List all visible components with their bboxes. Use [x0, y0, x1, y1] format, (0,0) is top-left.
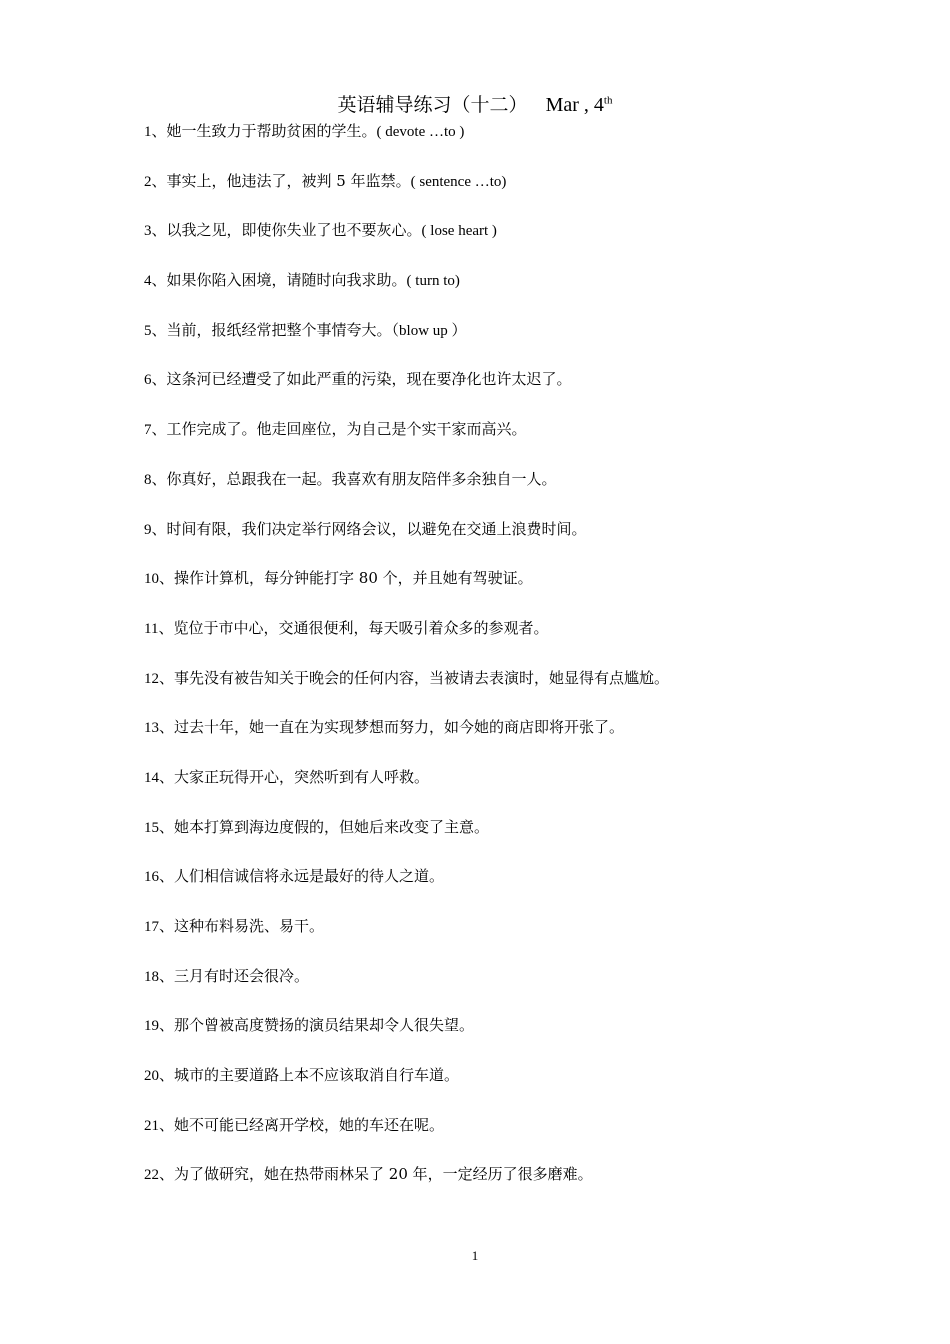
- exercise-item: [144, 1064, 904, 1114]
- exercise-text: 人们相信诚信将永远是最好的待人之道。: [174, 867, 445, 886]
- exercise-number: 13、: [144, 720, 175, 737]
- exercise-number: 20、: [144, 1068, 175, 1085]
- exercise-text: 事先没有被告知关于晚会的任何内容，当被请去表演时，她显得有点尴尬。: [174, 668, 670, 687]
- exercise-item: [144, 170, 904, 220]
- exercise-number: 1、: [144, 124, 167, 140]
- exercise-text: 那个曾被高度赞扬的演员结果却令人很失望。: [174, 1016, 475, 1035]
- exercise-number: 12、: [144, 670, 175, 687]
- exercise-text: 览位于市中心，交通很便利，每天吸引着众多的参观者。: [173, 618, 549, 637]
- exercise-item: [144, 219, 904, 269]
- exercise-item: [144, 418, 904, 468]
- exercise-list: [144, 120, 904, 1213]
- exercise-number: 11、: [144, 620, 174, 637]
- exercise-number: 7、: [144, 422, 167, 439]
- exercise-text: 这种布料易洗、易干。: [174, 917, 325, 935]
- exercise-item: [144, 865, 904, 915]
- exercise-number: 17、: [144, 919, 175, 935]
- exercise-number: 2、: [144, 173, 167, 190]
- exercise-text: 这条河已经遭受了如此严重的污染，现在要净化也许太迟了。: [166, 370, 572, 389]
- exercise-text: 她本打算到海边度假的，但她后来改变了主意。: [174, 817, 490, 836]
- exercise-number: 3、: [144, 223, 167, 240]
- exercise-number: 22、: [144, 1167, 175, 1184]
- exercise-item: [144, 667, 904, 717]
- exercise-hint: ( lose heart ): [421, 223, 497, 240]
- exercise-text: 为了做研究，她在热带雨林呆了 20 年，一定经历了很多磨难。: [174, 1165, 593, 1184]
- exercise-number: 8、: [144, 471, 167, 488]
- exercise-text: 以我之见，即使你失业了也不要灰心。: [166, 221, 422, 240]
- title-date-suffix: th: [603, 94, 613, 107]
- title-date: [546, 94, 613, 116]
- exercise-text: 你真好，总跟我在一起。我喜欢有朋友陪伴多余独自一人。: [166, 469, 557, 488]
- exercise-text: 时间有限，我们决定举行网络会议，以避免在交通上浪费时间。: [166, 519, 587, 538]
- exercise-item: [144, 1114, 904, 1164]
- exercise-text: 工作完成了。他走回座位，为自己是个实干家而高兴。: [166, 420, 527, 439]
- exercise-item: [144, 1163, 904, 1213]
- exercise-text: 如果你陷入困境，请随时向我求助。: [166, 271, 407, 290]
- exercise-number: 9、: [144, 521, 167, 538]
- title-date-main: Mar , 4: [545, 94, 604, 116]
- exercise-hint: ( turn to): [406, 273, 460, 290]
- exercise-item: [144, 518, 904, 568]
- exercise-item: [144, 368, 904, 418]
- exercise-number: 16、: [144, 869, 175, 886]
- exercise-number: 19、: [144, 1018, 175, 1035]
- exercise-item: [144, 319, 904, 369]
- page-number: 1: [471, 1248, 479, 1263]
- exercise-text: 操作计算机，每分钟能打字 80 个，并且她有驾驶证。: [174, 569, 533, 588]
- page-title: [0, 92, 950, 118]
- exercise-item: [144, 965, 904, 1015]
- exercise-number: 15、: [144, 819, 175, 836]
- exercise-text: 当前，报纸经常把整个事情夸大。: [166, 320, 392, 339]
- exercise-item: [144, 120, 904, 170]
- exercise-item: [144, 716, 904, 766]
- title-text: 英语辅导练习（十二）: [337, 94, 528, 116]
- exercise-hint: ( devote …to ): [376, 124, 465, 140]
- exercise-number: 6、: [144, 372, 167, 389]
- exercise-item: [144, 1014, 904, 1064]
- exercise-number: 4、: [144, 273, 167, 290]
- exercise-text: 事实上，他违法了，被判 5 年监禁。: [166, 171, 411, 190]
- exercise-hint: （blow up ）: [391, 322, 467, 339]
- exercise-item: [144, 915, 904, 965]
- exercise-text: 她一生致力于帮助贫困的学生。: [166, 122, 377, 140]
- exercise-number: 18、: [144, 968, 175, 985]
- exercise-item: [144, 567, 904, 617]
- exercise-item: [144, 468, 904, 518]
- exercise-number: 10、: [144, 571, 175, 588]
- exercise-text: 城市的主要道路上本不应该取消自行车道。: [174, 1066, 460, 1085]
- exercise-item: [144, 269, 904, 319]
- exercise-number: 5、: [144, 322, 167, 339]
- exercise-text: 大家正玩得开心，突然听到有人呼救。: [174, 767, 430, 786]
- exercise-text: 她不可能已经离开学校，她的车还在呢。: [174, 1115, 445, 1134]
- exercise-text: 过去十年，她一直在为实现梦想而努力，如今她的商店即将开张了。: [174, 718, 625, 737]
- exercise-number: 14、: [144, 769, 175, 786]
- exercise-text: 三月有时还会很冷。: [174, 966, 310, 985]
- exercise-item: [144, 816, 904, 866]
- exercise-hint: ( sentence …to): [410, 173, 507, 190]
- exercise-item: [144, 617, 904, 667]
- exercise-number: 21、: [144, 1117, 175, 1134]
- exercise-item: [144, 766, 904, 816]
